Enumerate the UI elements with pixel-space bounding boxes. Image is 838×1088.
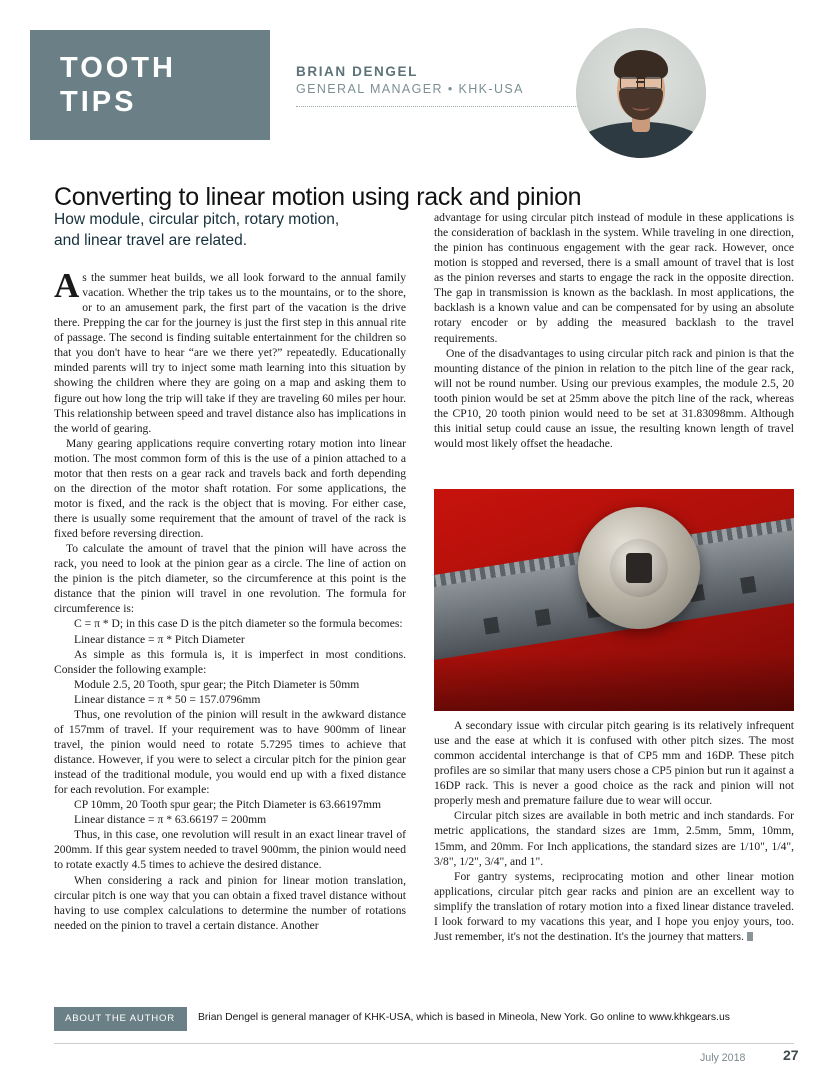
about-the-author-label [54,1007,187,1031]
photo-pinion-bore [626,553,652,583]
paragraph [434,346,794,451]
paragraph-text: Thus, in this case, one revolution will result in an exact linear travel of 200mm. If this gear system needed to travel 900mm, the pinion would need to rotate exactly 4.5 times to achieve the desired distance. [54,828,406,872]
paragraph-text: Many gearing applications require converting rotary motion into linear motion. The most common form of this is the use of a pinion attached to a motor that then rests on a gear rack and travels back and forth depending on the direction of the motor shaft rotation. For some applications, the motor is fixed, and the rack is the object that is moving. For either case, there is usually some requirement that the amount of travel of the rack is fixed before reversing direction. [54,436,406,541]
headshot-smile [632,102,650,111]
headshot-glasses-bridge [636,81,643,83]
byline-author-role: GENERAL MANAGER • KHK-USA [296,82,524,96]
photo-pinion-hub [610,539,668,597]
paragraph [54,541,406,616]
paragraph [54,266,406,436]
body-column-right-top [434,210,794,451]
paragraph [54,797,406,812]
paragraph [54,827,406,872]
paragraph [54,647,406,677]
drop-cap: A [54,266,80,305]
paragraph [54,677,406,692]
headshot-glasses-left [620,76,639,90]
article-deck [54,210,414,252]
paragraph-text: Linear distance = π * 50 = 157.0796mm [74,692,261,706]
author-headshot-icon [576,28,706,158]
paragraph-text: For gantry systems, reciprocating motion and other linear motion applications, circular pitch gear racks and pinion are an excellent way to simplify the translation of rotary motion into a fixed linear distance traveled. I look forward to my vacations this year, and I hope you enjoy yours, too. Just remember, it's not the destination. It's the journey that matters. [434,869,794,943]
paragraph [54,436,406,541]
body-column-left [54,266,406,933]
paragraph-text: s the summer heat builds, we all look forward to the annual family vacation. Whether the trip takes us to the mountains, or to the shore, or to an amusement park, the first part of the vacation is the drive there. Prepping the car for the journey is just the first step in this annual rite of passage. The second is finding suitable entertainment for the children so that you don't have to hear “are we there yet?” repeatedly. Educationally minded parents will try to inject some math learning into this situation by showing the children where they are going on a map and asking them to figure out how long the trip will take if they are traveling 60 miles per hour. This relationship between speed and travel distance also has implications in the world of gearing. [54,271,406,435]
paragraph [434,718,794,808]
paragraph [54,632,406,647]
paragraph-text: Circular pitch sizes are available in both metric and inch standards. For metric applications, the standard sizes are 1mm, 2.5mm, 5mm, 10mm, 15mm, and 20mm. For Inch applications, the standard sizes are 1/10", 1/4", 3/8", 1/2", 3/4", and 1". [434,809,794,868]
paragraph-text: CP 10mm, 20 Tooth spur gear; the Pitch Diameter is 63.66197mm [74,798,382,812]
paragraph [434,210,794,346]
deck-line-1: How module, circular pitch, rotary motion, [54,211,340,228]
footer-page-number: 27 [783,1047,799,1063]
paragraph [54,812,406,827]
photo-pinion-gear [578,507,700,629]
body-column-right-bottom [434,718,794,944]
paragraph [54,873,406,933]
paragraph-text: Module 2.5, 20 Tooth, spur gear; the Pitch Diameter is 50mm [74,677,360,691]
column-masthead-block [30,30,270,140]
masthead-corner-notch [248,110,270,130]
footer-issue-date: July 2018 [700,1052,746,1064]
masthead-title-line1: TOOTH [60,52,176,84]
about-the-author-text: Brian Dengel is general manager of KHK-USA, which is based in Mineola, New York. Go online to www.khkgears.us [198,1012,730,1023]
paragraph-text: Linear distance = π * Pitch Diameter [74,632,245,646]
paragraph-text: C = π * D; in this case D is the pitch diameter so the formula becomes: [74,617,403,631]
paragraph-text: A secondary issue with circular pitch gearing is its relatively infrequent use and the ease at which it is confused with other pitch sizes. The most common accidental interchange is that of CP5 mm and 16DP. These pitch profiles are so similar that many users chose a CP5 pinion but run it against a 16DP rack. This is never a good choice as the rack and pinion will not properly mesh and premature failure due to wear will occur. [434,719,794,808]
end-mark-icon [747,932,753,941]
paragraph-text: advantage for using circular pitch instead of module in these applications is the consideration of backlash in the system. While traveling in one direction, the pinion has continuous engagement with the gear rack. However, once motion is stopped and reversed, there is a small amount of travel that is lost as the pinion reverses and starts to engage the rack in the opposite direction. The gap in transmission is known as the backlash. In most applications, the backlash is a known value and can be compensated for by using an absolute rotary encoder or by adding the measured backlash to the travel requirements. [434,211,794,345]
paragraph [434,869,794,944]
byline-author-name: BRIAN DENGEL [296,64,418,79]
paragraph-text: One of the disadvantages to using circular pitch rack and pinion is that the mounting distance of the pinion in relation to the pitch line of the gear rack, will not be round number. Using our previous examples, the module 2.5, 20 tooth pinion would be set at 25mm above the pitch line of the rack, whereas the CP10, 20 tooth pinion would need to be set at 31.83098mm. Although this initial setup could cause an issue, the resulting known length of travel would most likely offset the headache. [434,346,794,450]
photo-vignette [434,653,794,711]
rack-and-pinion-photo-icon [434,489,794,711]
masthead-title-line2: TIPS [60,85,137,118]
paragraph-text: Linear distance = π * 63.66197 = 200mm [74,813,267,827]
paragraph [54,692,406,707]
paragraph-text: When considering a rack and pinion for linear motion translation, circular pitch is one way that you can obtain a fixed travel distance without having to use complex calculations to determine the number of rotations needed on the pinion to travel a certain distance. Another [54,873,406,932]
headshot-glasses-right [644,76,663,90]
paragraph-text: Thus, one revolution of the pinion will result in the awkward distance of 157mm of travel. If your requirement was to have 900mm of linear travel, the pinion would need to rotate 5.7295 times to achieve that distance. However, if you were to select a circular pitch for the pinion gear instead of the traditional module, you would end up with a fixed distance for each revolution. For example: [54,707,406,797]
byline-divider [296,106,596,107]
footer-divider [54,1043,794,1044]
deck-line-2: and linear travel are related. [54,231,248,249]
paragraph-text: To calculate the amount of travel that the pinion will have across the rack, you need to look at the pinion gear as a circle. The line of action on the pinion is the pitch diameter, so the circumference at this point is the distance that the pinion will travel in one revolution. The formula for circumference is: [54,542,406,616]
paragraph [54,616,406,631]
byline [296,64,524,96]
paragraph [54,707,406,797]
paragraph [434,808,794,868]
page-title: Converting to linear motion using rack and pinion [54,182,582,211]
masthead-title [60,52,176,119]
paragraph-text: As simple as this formula is, it is imperfect in most conditions. Consider the following example: [54,647,406,676]
about-the-author-label-text: ABOUT THE AUTHOR [65,1013,175,1024]
